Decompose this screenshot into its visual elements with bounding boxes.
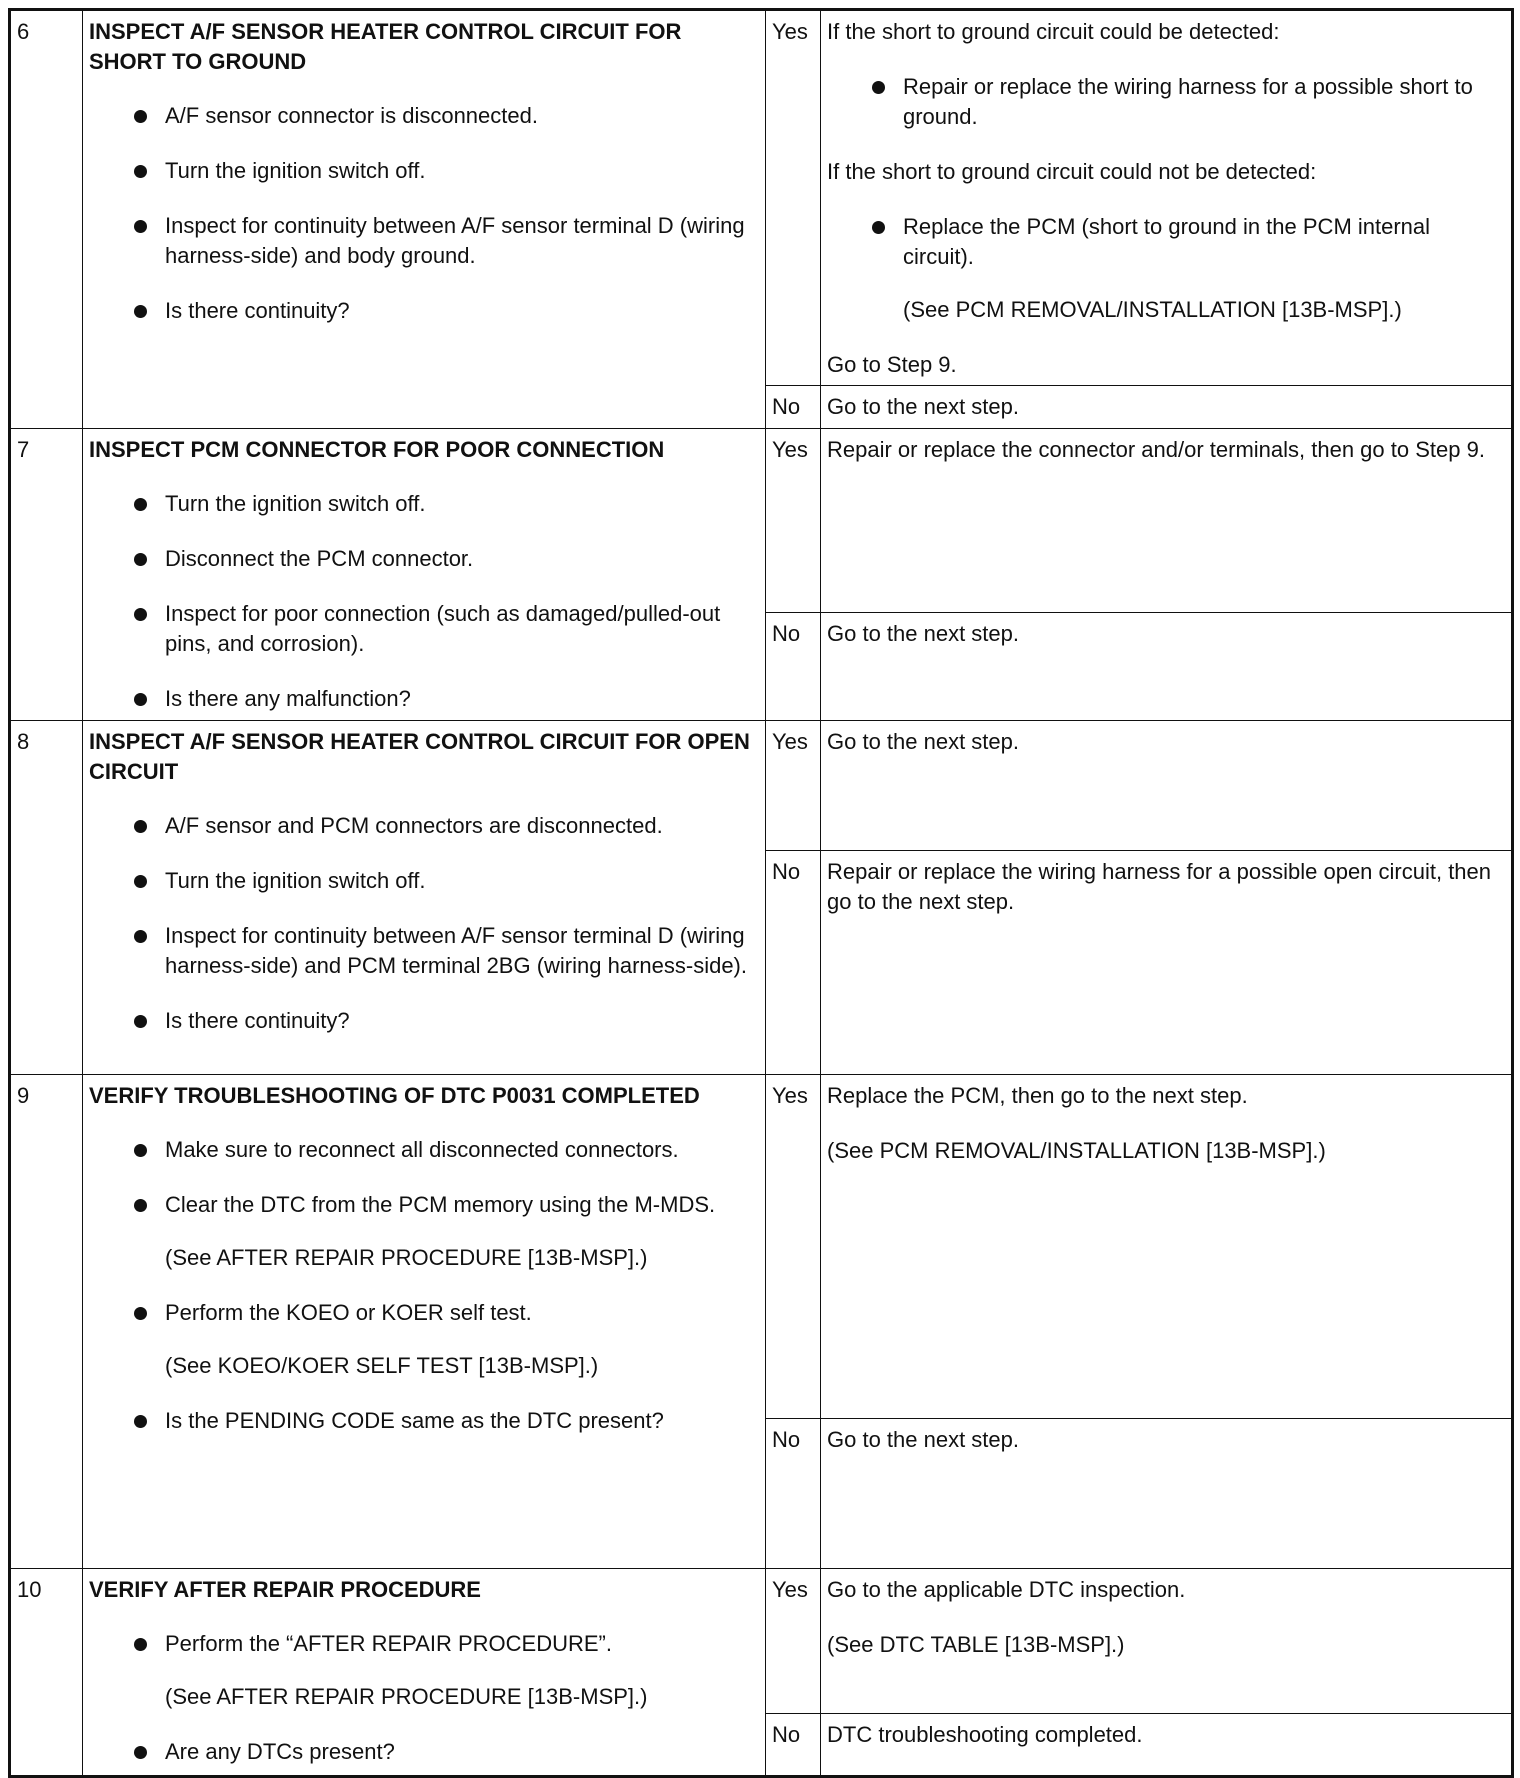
yes-result-cell: Go to the next step. — [821, 721, 1513, 851]
checklist-item: Perform the KOEO or KOER self test. — [89, 1298, 759, 1328]
checklist-item: A/F sensor connector is disconnected. — [89, 101, 759, 131]
step-title: VERIFY TROUBLESHOOTING OF DTC P0031 COMPLETED — [89, 1083, 700, 1108]
result-text: Go to the applicable DTC inspection. — [827, 1577, 1186, 1602]
checklist-item: Inspect for continuity between A/F sensor terminal D (wiring harness-side) and body ground. — [89, 211, 759, 271]
step-number: 7 — [10, 429, 83, 721]
step-action-cell — [83, 1075, 766, 1569]
yes-label: Yes — [766, 721, 821, 851]
step-7-yes-row — [10, 429, 1513, 613]
step-9-yes-row — [10, 1075, 1513, 1419]
reference-note: (See PCM REMOVAL/INSTALLATION [13B-MSP].) — [903, 297, 1402, 322]
no-label: No — [766, 1714, 821, 1777]
no-result-cell: Go to the next step. — [821, 386, 1513, 429]
checklist-item: Turn the ignition switch off. — [89, 489, 759, 519]
no-label: No — [766, 851, 821, 1075]
checklist-item: Is there any malfunction? — [89, 684, 759, 714]
checklist-item: Are any DTCs present? — [89, 1737, 759, 1767]
reference-note: (See AFTER REPAIR PROCEDURE [13B-MSP].) — [165, 1684, 648, 1709]
result-text: Go to Step 9. — [827, 352, 957, 377]
checklist-item: A/F sensor and PCM connectors are disconnected. — [89, 811, 759, 841]
checklist-item: Disconnect the PCM connector. — [89, 544, 759, 574]
step-number: 8 — [10, 721, 83, 1075]
yes-label: Yes — [766, 429, 821, 613]
troubleshooting-table — [8, 8, 1514, 1778]
checklist-item: Turn the ignition switch off. — [89, 866, 759, 896]
reference-note: (See AFTER REPAIR PROCEDURE [13B-MSP].) — [165, 1245, 648, 1270]
step-number: 10 — [10, 1569, 83, 1777]
yes-result-cell — [821, 10, 1513, 386]
checklist-item: Perform the “AFTER REPAIR PROCEDURE”. — [89, 1629, 759, 1659]
no-label: No — [766, 1419, 821, 1569]
step-checklist — [89, 101, 759, 326]
checklist-item: Turn the ignition switch off. — [89, 156, 759, 186]
step-action-cell — [83, 429, 766, 721]
no-label: No — [766, 613, 821, 721]
no-result-cell: Repair or replace the wiring harness for a possible open circuit, then go to the next step. — [821, 851, 1513, 1075]
checklist-item: Inspect for poor connection (such as damaged/pulled-out pins, and corrosion). — [89, 599, 759, 659]
step-title: INSPECT A/F SENSOR HEATER CONTROL CIRCUIT FOR SHORT TO GROUND — [89, 19, 682, 74]
reference-note: (See PCM REMOVAL/INSTALLATION [13B-MSP].) — [827, 1138, 1326, 1163]
step-checklist — [89, 1629, 759, 1659]
result-text: If the short to ground circuit could be detected: — [827, 19, 1280, 44]
step-title: VERIFY AFTER REPAIR PROCEDURE — [89, 1577, 481, 1602]
yes-result-cell: Repair or replace the connector and/or terminals, then go to Step 9. — [821, 429, 1513, 613]
step-checklist — [89, 489, 759, 714]
step-action-cell — [83, 10, 766, 429]
yes-label: Yes — [766, 1569, 821, 1714]
checklist-item: Inspect for continuity between A/F sensor terminal D (wiring harness-side) and PCM terminal 2BG (wiring harness-side). — [89, 921, 759, 981]
checklist-item: Is the PENDING CODE same as the DTC present? — [89, 1406, 759, 1436]
checklist-item: Make sure to reconnect all disconnected connectors. — [89, 1135, 759, 1165]
step-title: INSPECT A/F SENSOR HEATER CONTROL CIRCUIT FOR OPEN CIRCUIT — [89, 729, 750, 784]
yes-label: Yes — [766, 1075, 821, 1419]
step-6-yes-row — [10, 10, 1513, 386]
checklist-item: Is there continuity? — [89, 1006, 759, 1036]
checklist-item: Clear the DTC from the PCM memory using the M-MDS. — [89, 1190, 759, 1220]
step-action-cell — [83, 721, 766, 1075]
step-8-yes-row — [10, 721, 1513, 851]
reference-note: (See DTC TABLE [13B-MSP].) — [827, 1632, 1125, 1657]
no-result-cell: Go to the next step. — [821, 613, 1513, 721]
no-result-cell: DTC troubleshooting completed. — [821, 1714, 1513, 1777]
step-number: 6 — [10, 10, 83, 429]
no-result-cell: Go to the next step. — [821, 1419, 1513, 1569]
step-checklist — [89, 1135, 759, 1220]
result-text: If the short to ground circuit could not be detected: — [827, 159, 1317, 184]
step-10-yes-row — [10, 1569, 1513, 1714]
step-checklist — [89, 811, 759, 1036]
yes-result-cell — [821, 1075, 1513, 1419]
yes-label: Yes — [766, 10, 821, 386]
step-action-cell — [83, 1569, 766, 1777]
procedure-document — [8, 8, 1511, 1770]
result-text: Replace the PCM, then go to the next step. — [827, 1083, 1248, 1108]
yes-result-cell — [821, 1569, 1513, 1714]
reference-note: (See KOEO/KOER SELF TEST [13B-MSP].) — [165, 1353, 599, 1378]
result-bullet: Repair or replace the wiring harness for a possible short to ground. — [827, 72, 1505, 132]
step-number: 9 — [10, 1075, 83, 1569]
no-label: No — [766, 386, 821, 429]
step-title: INSPECT PCM CONNECTOR FOR POOR CONNECTION — [89, 437, 665, 462]
result-bullet: Replace the PCM (short to ground in the PCM internal circuit). — [827, 212, 1505, 272]
checklist-item: Is there continuity? — [89, 296, 759, 326]
